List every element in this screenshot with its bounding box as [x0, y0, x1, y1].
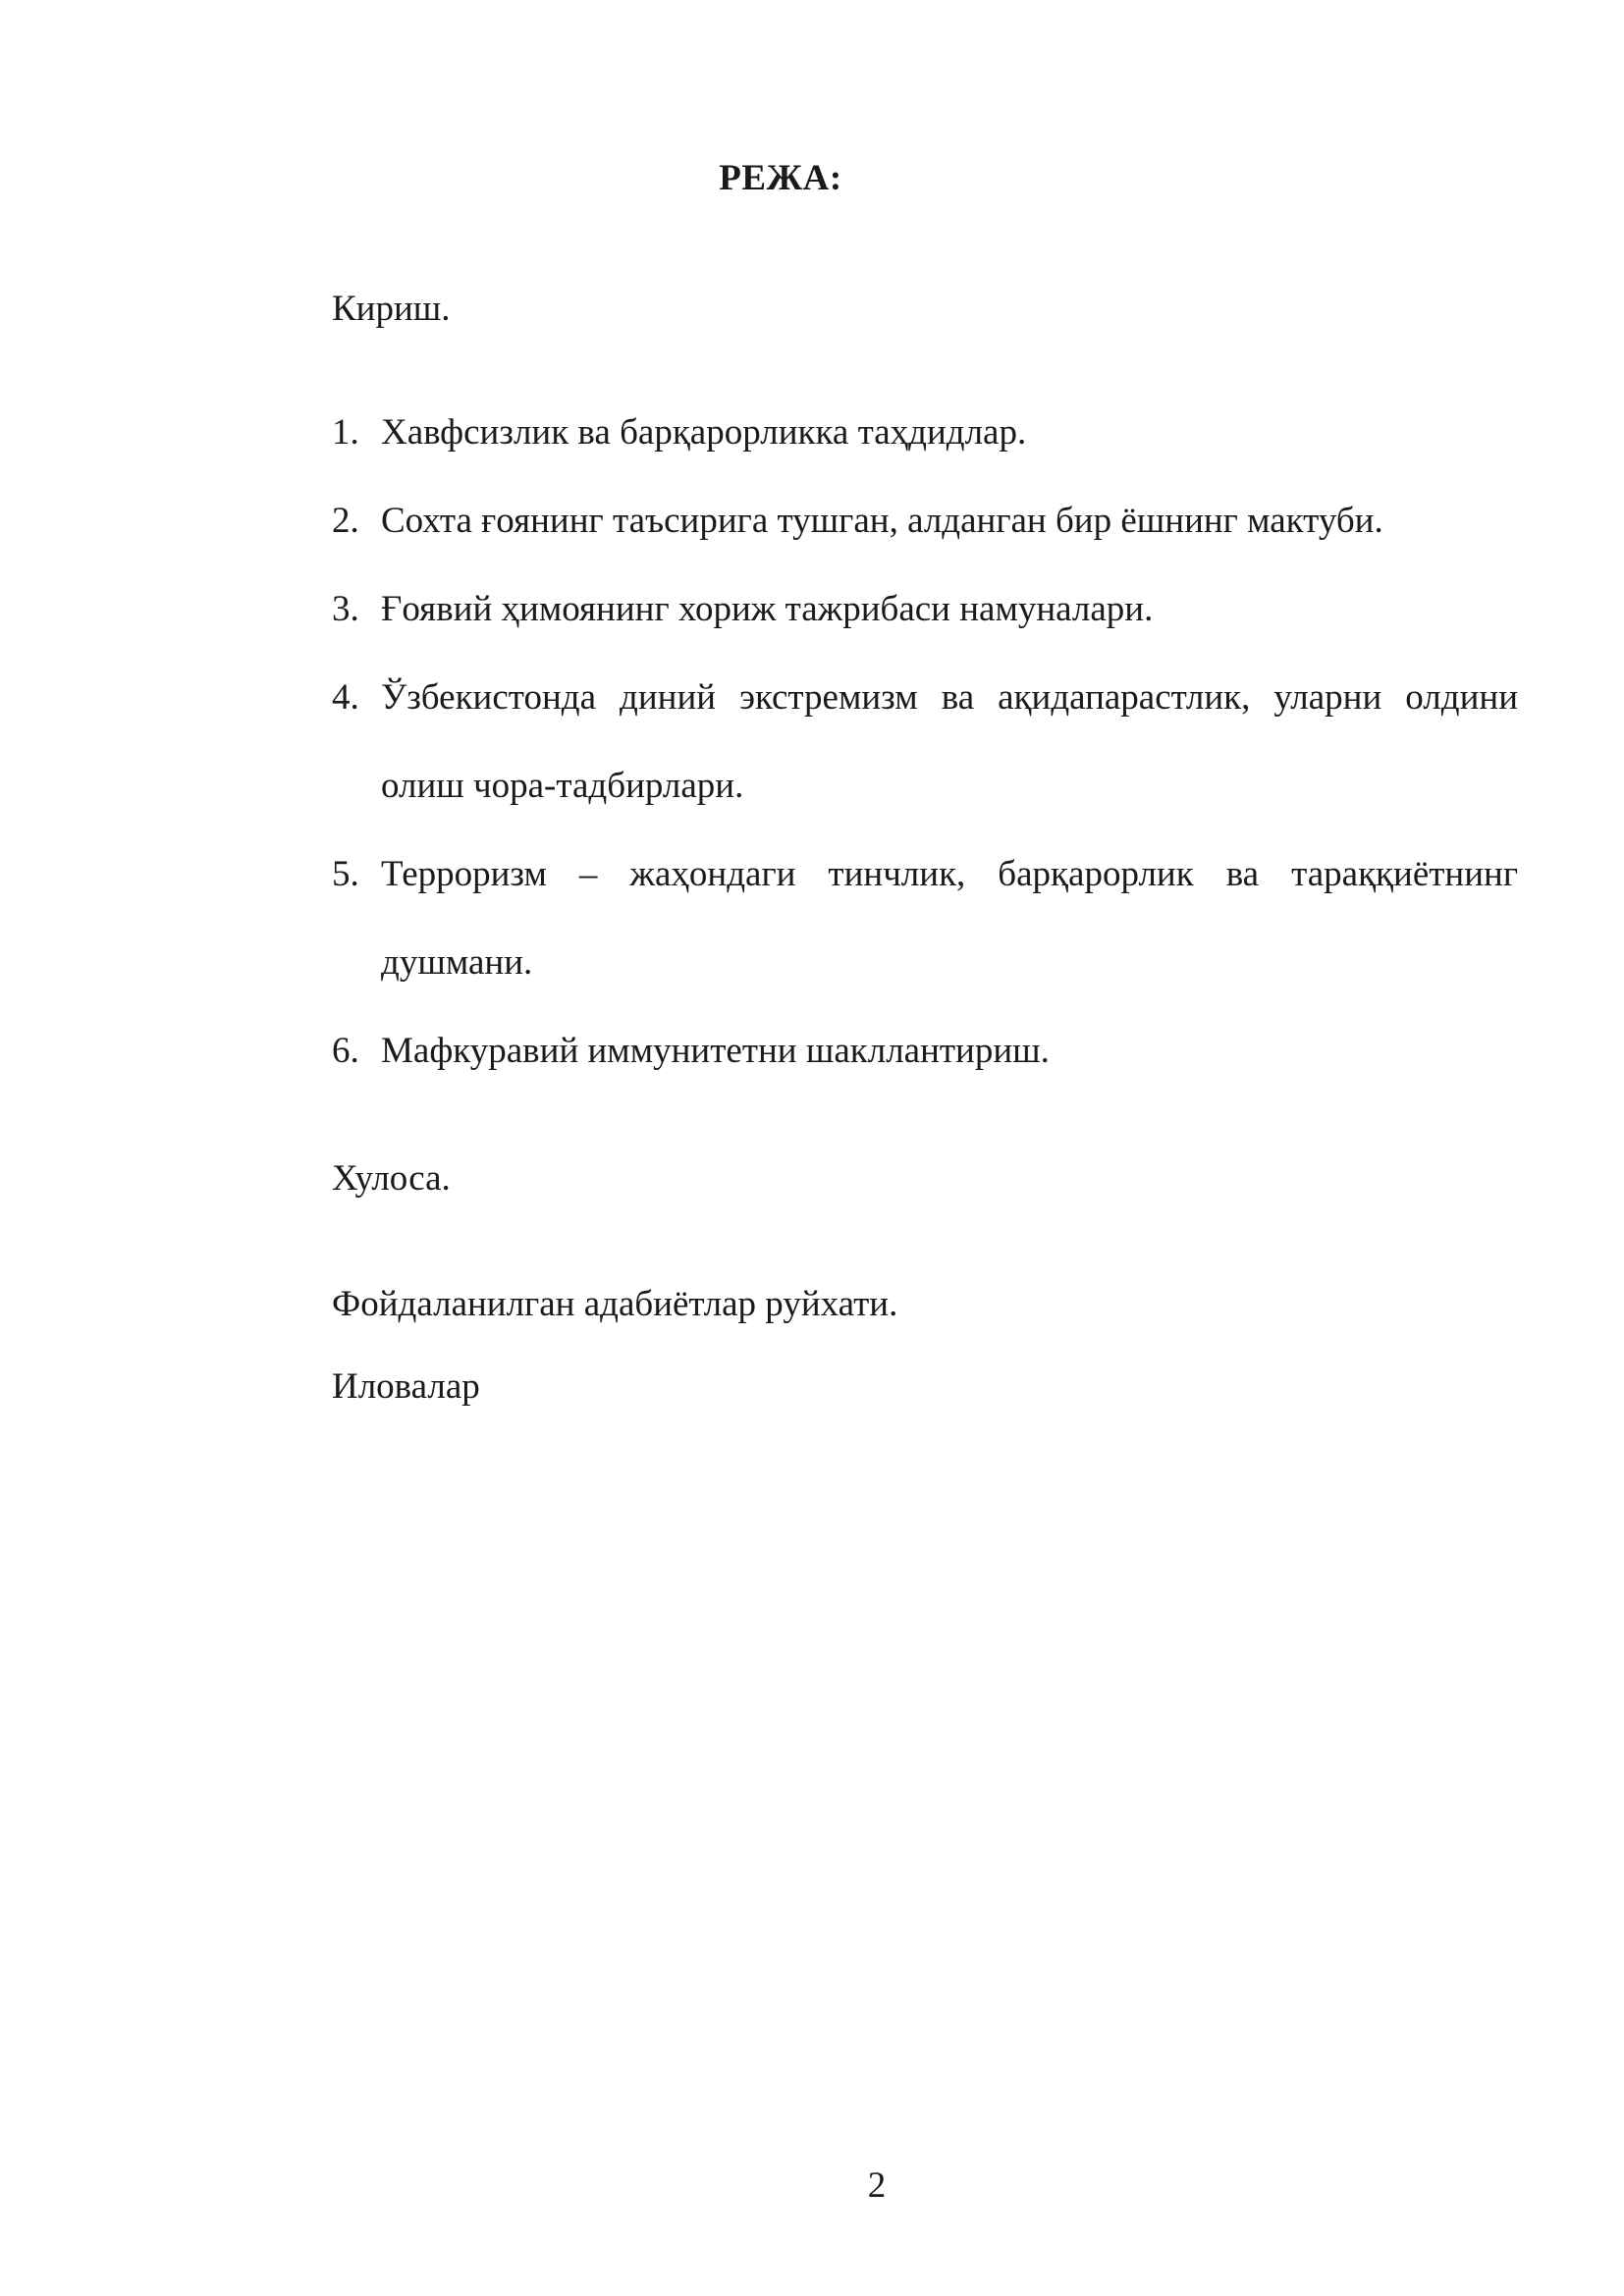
list-item-number: 4.: [332, 677, 359, 718]
list-item-text: Терроризм – жаҳондаги тинчлик, барқарорлик ва тараққиётнинг душмани.: [381, 854, 1518, 983]
list-item-number: 5.: [332, 854, 359, 894]
list-item: [332, 675, 1518, 830]
list-item: [332, 852, 1518, 1007]
list-item-number: 1.: [332, 412, 359, 453]
list-item: [332, 499, 1518, 565]
conclusion-line: Хулоса.: [332, 1158, 451, 1199]
list-item: [332, 410, 1518, 477]
list-item: [332, 587, 1518, 654]
page-title: РЕЖА:: [719, 158, 842, 198]
list-item: [332, 1029, 1518, 1095]
references-line: Фойдаланилган адабиётлар руйхати.: [332, 1284, 898, 1324]
page-number: 2: [867, 2165, 887, 2206]
list-item-number: 3.: [332, 589, 359, 629]
appendices-line: Иловалар: [332, 1366, 480, 1407]
list-item-text: Ғоявий ҳимоянинг хориж тажрибаси намуналари.: [381, 589, 1154, 629]
list-item-text: Мафкуравий иммунитетни шакллантириш.: [381, 1031, 1050, 1071]
list-item-number: 2.: [332, 501, 359, 541]
list-item-text: Ўзбекистонда диний экстремизм ва ақидапарастлик, уларни олдини олиш чора-тадбирлари.: [381, 677, 1518, 806]
list-item-number: 6.: [332, 1031, 359, 1071]
list-item-text: Хавфсизлик ва барқарорликка таҳдидлар.: [381, 412, 1027, 453]
intro-line: Кириш.: [332, 289, 451, 329]
list-item-text: Сохта ғоянинг таъсирига тушган, алданган бир ёшнинг мактуби.: [381, 501, 1383, 541]
